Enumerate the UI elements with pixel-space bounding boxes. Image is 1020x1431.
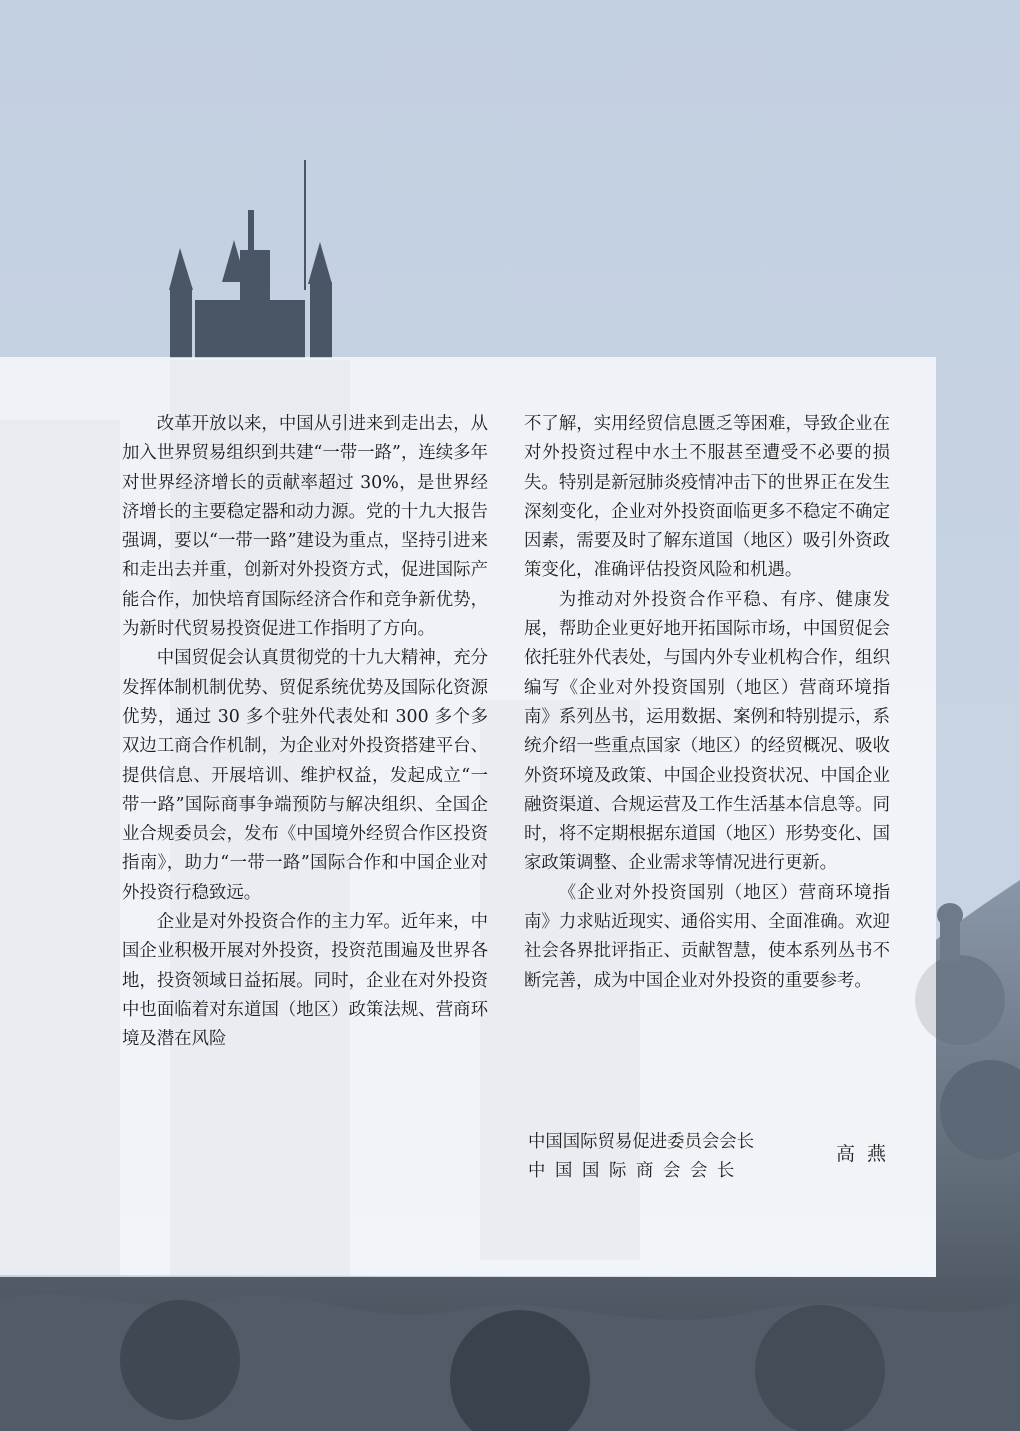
paragraph: 为推动对外投资合作平稳、有序、健康发展，帮助企业更好地开拓国际市场，中国贸促会依托驻外代表处，与国内外专业机构合作，组织编写《企业对外投资国别（地区）营商环境指南》系列丛书，运用数据、案例和特别提示，系统介绍一些重点国家（地区）的经贸概况、吸收外资环境及政策、中国企业投资状况、中国企业融资渠道、合规运营及工作生活基本信息等。同时，将不定期根据东道国（地区）形势变化、国家政策调整、企业需求等情况进行更新。 (524, 589, 890, 874)
article-left-column (122, 410, 488, 1055)
paragraph: 中国贸促会认真贯彻党的十九大精神，充分发挥体制机制优势、贸促系统优势及国际化资源优势，通过 30 多个驻外代表处和 300 多个多双边工商合作机制，为企业对外投资搭建平台、提供信息、开展培训、维护权益，发起成立“一带一路”国际商事争端预防与解决组织、全国企业合规委员会，发布《中国境外经贸合作区投资指南》，助力“一带一路”国际合作和中国企业对外投资行稳致远。 (122, 648, 488, 903)
paragraph: 不了解，实用经贸信息匮乏等困难，导致企业在对外投资过程中水土不服甚至遭受不必要的损失。特别是新冠肺炎疫情冲击下的世界正在发生深刻变化，企业对外投资面临更多不稳定不确定因素，需要及时了解东道国（地区）吸引外资政策变化，准确评估投资风险和机遇。 (524, 414, 890, 581)
small-dome-tower (937, 903, 963, 962)
paragraph: 《企业对外投资国别（地区）营商环境指南》力求贴近现实、通俗实用、全面准确。欢迎社会各界批评指正、贡献智慧，使本系列丛书不断完善，成为中国企业对外投资的重要参考。 (524, 882, 890, 991)
signature-titles (528, 1128, 754, 1186)
paragraph: 企业是对外投资合作的主力军。近年来，中国企业积极开展对外投资，投资范围遍及世界各地，投资领域日益拓展。同时，企业在对外投资中也面临着对东道国（地区）政策法规、营商环境及潜在风险 (122, 912, 488, 1050)
paragraph: 改革开放以来，中国从引进来到走出去，从加入世界贸易组织到共建“一带一路”，连续多年对世界经济增长的贡献率超过 30%，是世界经济增长的主要稳定器和动力源。党的十九大报告强调，要以“一带一路”建设为重点，坚持引进来和走出去并重，创新对外投资方式，促进国际产能合作，加快培育国际经济合作和竞争新优势，为新时代贸易投资促进工作指明了方向。 (122, 414, 488, 640)
signature-title: 中国国际贸易促进委员会会长 (528, 1132, 755, 1152)
signature-title: 中国国际商会会长 (528, 1161, 744, 1181)
signature-name: 高燕 (836, 1143, 899, 1165)
article-right-column (524, 410, 890, 996)
